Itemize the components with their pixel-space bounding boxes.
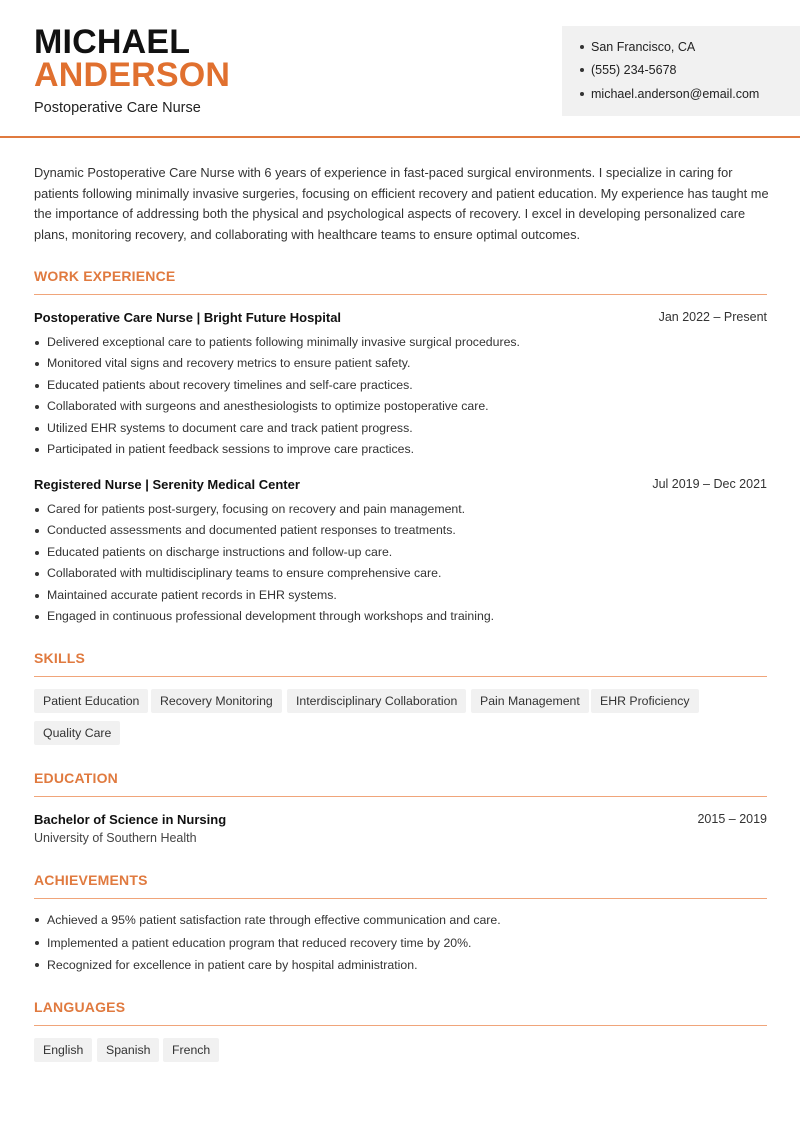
- list-item: Utilized EHR systems to document care and track patient progress.: [34, 418, 520, 439]
- section-title-work: WORK EXPERIENCE: [34, 268, 176, 284]
- contact-phone-text: (555) 234-5678: [591, 63, 677, 77]
- job-role: Postoperative Care Nurse: [34, 100, 201, 116]
- job-title: Postoperative Care Nurse | Bright Future Hospital: [34, 310, 342, 325]
- contact-email-text[interactable]: michael.anderson@email.com: [591, 87, 760, 101]
- last-name: ANDERSON: [34, 56, 231, 94]
- list-item: Collaborated with surgeons and anesthesiologists to optimize postoperative care.: [34, 396, 520, 417]
- section-title-skills: SKILLS: [34, 650, 85, 666]
- language-chip: English: [34, 1038, 92, 1062]
- list-item: Recognized for excellence in patient care by hospital administration.: [34, 954, 501, 977]
- bullet-icon: [580, 45, 584, 49]
- skill-chip: Recovery Monitoring: [151, 689, 282, 713]
- section-divider: [34, 898, 767, 899]
- list-item: Collaborated with multidisciplinary teams to ensure comprehensive care.: [34, 563, 494, 584]
- skill-chip: Pain Management: [471, 689, 589, 713]
- job-dates: Jul 2019 – Dec 2021: [652, 477, 767, 491]
- school-name: University of Southern Health: [34, 831, 197, 845]
- language-chip: Spanish: [97, 1038, 159, 1062]
- education-years: 2015 – 2019: [697, 812, 767, 826]
- list-item: Delivered exceptional care to patients following minimally invasive surgical procedures.: [34, 332, 520, 353]
- contact-email[interactable]: [580, 87, 759, 101]
- resume-header: [0, 0, 800, 138]
- list-item: Cared for patients post-surgery, focusing on recovery and pain management.: [34, 499, 494, 520]
- list-item: Conducted assessments and documented patient responses to treatments.: [34, 520, 494, 541]
- job-bullets: [34, 499, 494, 627]
- section-title-education: EDUCATION: [34, 770, 118, 786]
- section-title-achievements: ACHIEVEMENTS: [34, 872, 148, 888]
- first-name: MICHAEL: [34, 23, 191, 61]
- bullet-icon: [580, 68, 584, 72]
- list-item: Engaged in continuous professional development through workshops and training.: [34, 606, 494, 627]
- job-bullets: [34, 332, 520, 460]
- job-dates: Jan 2022 – Present: [658, 310, 767, 324]
- list-item: Educated patients on discharge instructions and follow-up care.: [34, 542, 494, 563]
- job-title: Registered Nurse | Serenity Medical Center: [34, 477, 300, 492]
- contact-box: [562, 26, 800, 116]
- language-chip: French: [163, 1038, 219, 1062]
- list-item: Educated patients about recovery timelines and self-care practices.: [34, 375, 520, 396]
- list-item: Implemented a patient education program that reduced recovery time by 20%.: [34, 932, 501, 955]
- skill-chip: Interdisciplinary Collaboration: [287, 689, 466, 713]
- contact-phone: [580, 63, 676, 77]
- section-divider: [34, 1025, 767, 1026]
- skill-chip: Patient Education: [34, 689, 148, 713]
- degree-title: Bachelor of Science in Nursing: [34, 812, 227, 827]
- achievement-bullets: [34, 909, 501, 977]
- list-item: Achieved a 95% patient satisfaction rate through effective communication and care.: [34, 909, 501, 932]
- section-divider: [34, 294, 767, 295]
- skill-chip: Quality Care: [34, 721, 120, 745]
- list-item: Monitored vital signs and recovery metrics to ensure patient safety.: [34, 353, 520, 374]
- summary: Dynamic Postoperative Care Nurse with 6 years of experience in fast-paced surgical environments. I specialize in caring for patients following minimally invasive surgeries, focusing on efficient recovery and patient education. My experience has taught me the importance of addressing both the physical and psychological aspects of recovery. I excel in developing personalized care plans, monitoring recovery, and collaborating with healthcare teams to ensure optimal outcomes.: [34, 165, 769, 242]
- contact-location-text: San Francisco, CA: [591, 40, 696, 54]
- section-divider: [34, 676, 767, 677]
- list-item: Participated in patient feedback sessions to improve care practices.: [34, 439, 520, 460]
- list-item: Maintained accurate patient records in EHR systems.: [34, 585, 494, 606]
- section-title-languages: LANGUAGES: [34, 999, 126, 1015]
- bullet-icon: [580, 92, 584, 96]
- contact-location: [580, 40, 695, 54]
- skill-chip: EHR Proficiency: [591, 689, 699, 713]
- section-divider: [34, 796, 767, 797]
